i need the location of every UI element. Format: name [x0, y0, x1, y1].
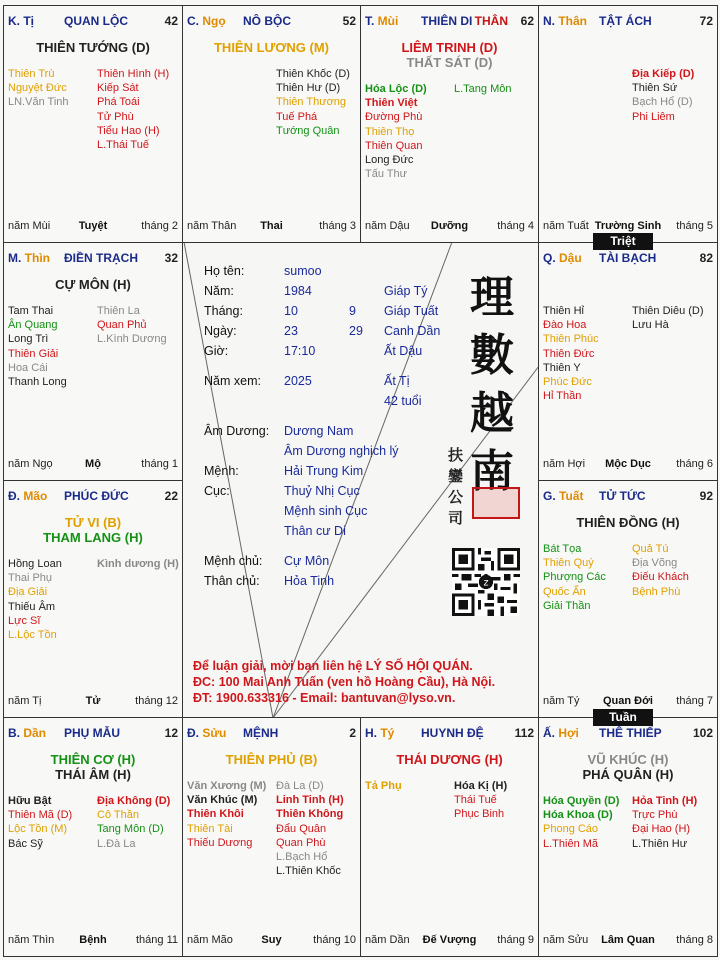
palace-footer [8, 695, 178, 709]
minor-star: Thái Tuế [454, 794, 497, 807]
minor-star: Thiếu Dương [187, 836, 253, 849]
tieu-han: tháng 12 [135, 695, 178, 707]
minor-star: Hỏa Tinh (H) [632, 795, 698, 807]
nam-xem-can-chi: Ất Tị [384, 374, 410, 388]
trang-sinh: Tử [85, 695, 101, 707]
minor-star: Bát Tọa [543, 543, 582, 555]
minor-star: L.Đà La [97, 837, 136, 850]
tieu-han: tháng 3 [319, 220, 356, 232]
minor-star: L.Thiên Khốc [276, 865, 341, 878]
luu-nien: năm Dần [365, 934, 410, 946]
tuoi-value: 42 tuổi [384, 394, 422, 408]
minor-star: Đại Hao (H) [632, 823, 691, 836]
minor-star: Thiên Diêu (D) [632, 305, 704, 317]
palace-number: 72 [699, 14, 713, 28]
palace-name: THIÊN DI [421, 14, 473, 28]
minor-star: Thiên Khốc (D) [276, 68, 350, 80]
palace-name: NÔ BỘC [243, 14, 291, 28]
minor-star: Địa Giải [8, 586, 48, 599]
minor-stars-left [543, 542, 606, 613]
minor-star: Thiên Phúc [543, 333, 599, 346]
luu-nien: năm Sửu [543, 934, 589, 946]
trang-sinh: Quan Đới [603, 695, 653, 707]
palace-ty[interactable] [3, 5, 183, 243]
palace-branch: B. Dần [8, 726, 47, 740]
palace-branch: Đ. Mão [8, 489, 48, 503]
tieu-han: tháng 11 [135, 934, 178, 946]
trang-sinh: Dưỡng [430, 220, 469, 232]
minor-stars-left [365, 82, 427, 181]
minor-star: Nguyệt Đức [8, 82, 67, 95]
minor-star: Địa Võng [632, 557, 678, 570]
palace-number: 112 [514, 726, 534, 740]
minor-stars-left [8, 794, 72, 851]
palace-header [8, 489, 178, 505]
minor-stars-right [97, 67, 169, 152]
minor-star: Thiên Thương [276, 96, 347, 109]
minor-star: Thiên Việt [365, 97, 418, 110]
minor-star: Tả Phụ [365, 780, 402, 792]
minor-star: Thiên Sứ [632, 82, 678, 95]
major-star: THAM LANG (H) [43, 530, 143, 545]
palace-branch: C. Ngọ [187, 14, 226, 28]
minor-stars-left [543, 794, 619, 851]
minor-stars-right [632, 542, 689, 599]
palace-footer [543, 220, 713, 234]
minor-stars-right [97, 794, 170, 851]
minor-stars-right [276, 67, 350, 138]
tieu-han: tháng 8 [676, 934, 713, 946]
tieu-han: tháng 4 [497, 220, 534, 232]
am-duong-ly: Âm Dương nghịch lý [284, 444, 399, 458]
minor-star: Lộc Tồn (M) [8, 823, 68, 836]
luu-nien: năm Mão [187, 934, 233, 946]
trang-sinh: Suy [261, 934, 282, 946]
palace-footer [543, 458, 713, 472]
palace-number: 2 [349, 726, 356, 740]
luu-nien: năm Thân [187, 220, 237, 232]
minor-star: Thanh Long [8, 376, 67, 389]
minor-star: Thiên Tài [187, 822, 233, 835]
tieu-han: tháng 2 [141, 220, 178, 232]
minor-star: L.Bạch Hổ [276, 851, 328, 864]
minor-star: Kình dương (H) [97, 558, 179, 570]
palace-header [187, 726, 356, 742]
palace-branch: H. Tý [365, 726, 395, 740]
minor-star: Thiên Mã (D) [8, 809, 73, 822]
minor-stars-left [543, 304, 599, 403]
major-star: THIÊN ĐỒNG (H) [576, 515, 680, 530]
major-star: VŨ KHÚC (H) [587, 752, 669, 767]
minor-star: LN.Văn Tinh [8, 96, 69, 109]
trang-sinh: Bệnh [79, 934, 107, 946]
major-star: THÁI DƯƠNG (H) [396, 752, 503, 767]
minor-star: Tam Thai [8, 305, 54, 317]
tieu-han: tháng 7 [676, 695, 713, 707]
minor-star: Địa Kiếp (D) [632, 68, 695, 80]
nam-value: 1984 [284, 284, 312, 298]
thang-label: Tháng: [204, 304, 243, 318]
palace-footer [8, 220, 178, 234]
thang-can-chi: Giáp Tuất [384, 304, 439, 318]
palace-number: 22 [164, 489, 178, 503]
palace-branch: M. Thìn [8, 251, 50, 265]
palace-thin[interactable] [3, 242, 183, 481]
gio-value: 17:10 [284, 344, 316, 358]
minor-star: Điếu Khách [632, 571, 689, 584]
palace-name: TẬT ÁCH [599, 14, 652, 28]
palace-number: 92 [699, 489, 713, 503]
major-star: TỬ VI (B) [64, 515, 122, 530]
palace-footer [8, 934, 178, 948]
minor-star: Quả Tú [632, 543, 669, 555]
trang-sinh: Thai [260, 220, 283, 232]
palace-header [187, 14, 356, 30]
minor-star: Quốc Ấn [543, 585, 586, 598]
major-star: CỰ MÔN (H) [55, 277, 131, 292]
luu-nien: năm Ngọ [8, 458, 53, 470]
minor-stars-right [454, 779, 507, 822]
luu-nien: năm Hợi [543, 458, 586, 470]
minor-star: Quan Phù [276, 836, 326, 849]
gio-can-chi: Ất Dậu [384, 344, 423, 358]
palace-name: TỬ TỨC [599, 489, 646, 503]
palace-number: 32 [164, 251, 178, 265]
palace-header [365, 726, 534, 742]
thang-value: 10 [284, 304, 298, 318]
minor-stars-left [8, 557, 62, 642]
cuc-relation: Mệnh sinh Cục [284, 504, 368, 518]
am-duong-label: Âm Dương: [204, 424, 270, 438]
tieu-han: tháng 5 [676, 220, 713, 232]
than-chu-label: Thân chủ: [204, 574, 260, 588]
minor-star: Thiên Khôi [187, 808, 244, 821]
palace-footer [543, 695, 713, 709]
minor-star: Quan Phủ [97, 319, 147, 332]
luu-nien: năm Tuất [543, 220, 589, 232]
minor-star: Văn Xương (M) [187, 780, 267, 792]
minor-star: Phục Binh [454, 808, 505, 821]
minor-star: Thiên Quan [365, 139, 423, 152]
menh-chu-value: Cự Môn [284, 554, 330, 568]
minor-star: Thiếu Âm [8, 600, 56, 613]
palace-ngo[interactable] [182, 5, 361, 243]
thang-am: 9 [349, 304, 356, 318]
minor-star: Hóa Lộc (D) [365, 83, 427, 95]
minor-stars-right [97, 304, 167, 347]
palace-number: 62 [520, 14, 534, 28]
palace-branch: Ấ. Hợi [543, 726, 579, 740]
minor-star: Linh Tinh (H) [276, 794, 344, 807]
calligraphy-char-3: 越 [470, 388, 514, 439]
palace-footer [543, 934, 713, 948]
luu-nien: năm Mùi [8, 220, 51, 232]
nam-label: Năm: [204, 284, 234, 298]
nam-xem-value: 2025 [284, 374, 312, 388]
minor-star: Phong Cáo [543, 823, 599, 836]
minor-star: L.Tang Môn [454, 83, 512, 95]
trang-sinh: Lâm Quan [601, 934, 655, 946]
minor-star: Tử Phù [97, 110, 134, 123]
minor-star: Tướng Quân [276, 124, 340, 137]
trang-sinh: Tuyệt [78, 220, 108, 232]
major-star: THIÊN TƯỚNG (D) [36, 40, 150, 55]
tuan-tag: Tuần [593, 709, 653, 726]
minor-star: Đà La (D) [276, 780, 324, 792]
palace-header [543, 251, 713, 267]
palace-branch: G. Tuất [543, 489, 584, 503]
major-star: THÁI ÂM (H) [55, 767, 131, 782]
palace-ti[interactable] [360, 717, 539, 957]
tieu-han: tháng 9 [497, 934, 534, 946]
minor-star: Thai Phụ [8, 572, 53, 585]
calligraphy-small: 扶鑾公司 [448, 446, 464, 527]
minor-star: Đường Phù [365, 111, 423, 124]
minor-star: Phá Toái [97, 96, 140, 109]
minor-star: Bạch Hổ (D) [632, 96, 693, 109]
tieu-han: tháng 6 [676, 458, 713, 470]
menh-chu-label: Mệnh chủ: [204, 554, 263, 568]
minor-star: Thiên Hỉ [543, 305, 584, 317]
minor-star: L.Lộc Tồn [8, 629, 57, 642]
palace-name: TÀI BẠCH [599, 251, 657, 265]
palace-branch: K. Tị [8, 14, 34, 28]
menh-label: Mệnh: [204, 464, 239, 478]
palace-number: 12 [164, 726, 178, 740]
calligraphy-char-2: 數 [470, 330, 514, 381]
palace-number: 52 [342, 14, 356, 28]
palace-footer [365, 220, 534, 234]
minor-star: Long Trì [8, 333, 49, 346]
palace-name: THÊ THIẾP [599, 726, 662, 740]
palace-branch: T. Mùi [365, 14, 399, 28]
minor-star: Kiếp Sát [97, 82, 139, 95]
palace-name: HUYNH ĐỆ [421, 726, 484, 740]
palace-mui[interactable] [360, 5, 539, 243]
triet-tag: Triệt [593, 233, 653, 250]
minor-stars-left [8, 67, 69, 110]
tieu-han: tháng 1 [141, 458, 178, 470]
major-star: THIÊN LƯƠNG (M) [213, 40, 330, 55]
minor-star: Đào Hoa [543, 319, 587, 332]
minor-star: L.Thái Tuế [97, 139, 149, 152]
palace-suu[interactable] [182, 717, 361, 957]
minor-star: Đẩu Quân [276, 822, 327, 835]
palace-header [8, 726, 178, 742]
major-star: THIÊN CƠ (H) [50, 752, 136, 767]
minor-stars-right [276, 779, 344, 878]
ngay-label: Ngày: [204, 324, 237, 338]
minor-star: Long Đức [365, 154, 414, 167]
minor-stars-right [454, 82, 511, 96]
minor-star: Hỉ Thần [543, 390, 582, 403]
minor-star: Thiên Y [543, 361, 581, 374]
palace-name: PHỤ MẪU [64, 726, 120, 740]
minor-star: L.Kình Dương [97, 333, 167, 346]
minor-stars-left [187, 779, 266, 850]
palace-header [543, 14, 713, 30]
minor-star: L.Thiên Mã [543, 837, 599, 850]
minor-star: Lực Sĩ [8, 614, 41, 627]
palace-number: 82 [699, 251, 713, 265]
luu-nien: năm Thìn [8, 934, 55, 946]
minor-stars-left [8, 304, 67, 389]
major-star: PHÁ QUÂN (H) [582, 767, 674, 782]
minor-stars-right [632, 67, 694, 124]
calligraphy-char-4: 南 [470, 446, 514, 497]
than-chu-value: Hỏa Tinh [284, 574, 335, 588]
minor-star: Giải Thần [543, 599, 591, 612]
minor-stars-left [365, 779, 402, 793]
than-cu: Thân cư Di [284, 524, 346, 538]
minor-star: Trực Phù [632, 809, 678, 822]
ngay-can-chi: Canh Dần [384, 324, 441, 338]
minor-star: Thiên Không [276, 808, 344, 821]
palace-name: PHÚC ĐỨC [64, 489, 129, 503]
palace-branch: Q. Dậu [543, 251, 582, 265]
qr-code-icon [452, 548, 520, 616]
minor-star: Thiên Hư (D) [276, 82, 341, 95]
nam-xem-label: Năm xem: [204, 374, 261, 388]
trang-sinh: Trường Sinh [594, 220, 662, 232]
minor-star: Tiểu Hao (H) [97, 124, 160, 137]
palace-hoi[interactable] [538, 717, 718, 957]
minor-star: Thiên Giải [8, 347, 59, 360]
minor-star: Cô Thần [97, 809, 139, 822]
am-duong-value: Dương Nam [284, 424, 354, 438]
minor-star: Văn Khúc (M) [187, 794, 258, 807]
minor-star: Bác Sỹ [8, 837, 43, 850]
minor-star: Ân Quang [8, 319, 58, 332]
palace-footer [8, 458, 178, 472]
minor-star: Thiên Hình (H) [97, 68, 170, 80]
palace-header [8, 251, 178, 267]
minor-star: Thiên Đức [543, 347, 595, 360]
minor-star: Phúc Đức [543, 376, 592, 389]
ho-ten-value: sumoo [284, 264, 322, 278]
svg-text:z: z [483, 577, 489, 589]
cuc-label: Cục: [204, 484, 230, 498]
contact-line-2: ĐC: 100 Mai Anh Tuấn (ven hồ Hoàng Cầu), Hà Nội. [193, 675, 496, 689]
minor-star: Hồng Loan [8, 558, 62, 570]
minor-star: Thiên La [97, 305, 140, 317]
contact-line-1: Để luận giải, mời bạn liên hệ LÝ SỐ HỘI QUÁN. [193, 659, 473, 673]
palace-name: ĐIỀN TRẠCH [64, 251, 138, 265]
seal-stamp [472, 487, 520, 519]
trang-sinh: Mộ [85, 458, 101, 470]
minor-star: Hóa Quyền (D) [543, 795, 620, 807]
palace-tuat[interactable] [538, 480, 718, 718]
trang-sinh: Đế Vượng [422, 934, 477, 946]
palace-dan[interactable] [3, 717, 183, 957]
minor-stars-right [97, 557, 179, 571]
palace-name: QUAN LỘC [64, 14, 128, 28]
minor-star: Hóa Kị (H) [454, 780, 508, 792]
minor-star: Thiên Thọ [365, 125, 415, 138]
palace-than[interactable] [538, 5, 718, 243]
nam-can-chi: Giáp Tý [384, 284, 428, 298]
minor-stars-right [632, 304, 704, 332]
minor-star: Địa Không (D) [97, 795, 171, 807]
minor-star: Tang Môn (D) [97, 823, 164, 836]
ngay-value: 23 [284, 324, 298, 338]
minor-star: Phượng Các [543, 571, 606, 584]
minor-star: Tấu Thư [365, 168, 408, 181]
palace-mao[interactable] [3, 480, 183, 718]
luu-nien: năm Tị [8, 695, 42, 707]
than-marker: THÂN [474, 14, 508, 28]
ngay-am: 29 [349, 324, 363, 338]
minor-star: Phi Liêm [632, 110, 675, 123]
calligraphy-char-1: 理 [470, 272, 514, 323]
major-star: LIÊM TRINH (D) [401, 40, 498, 55]
minor-star: L.Thiên Hư [632, 837, 688, 850]
luu-nien: năm Dậu [365, 220, 410, 232]
major-star: THẤT SÁT (D) [406, 55, 493, 70]
minor-star: Lưu Hà [632, 319, 669, 332]
palace-dau[interactable] [538, 242, 718, 481]
palace-number: 102 [692, 726, 713, 740]
cuc-value: Thuỷ Nhị Cục [284, 484, 360, 498]
palace-header [543, 726, 713, 742]
tieu-han: tháng 10 [313, 934, 356, 946]
contact-line-3: ĐT: 1900.633316 - Email: bantuvan@lyso.vn. [193, 691, 456, 705]
luu-nien: năm Tý [543, 695, 580, 707]
trang-sinh: Mộc Dục [605, 458, 651, 470]
gio-label: Giờ: [204, 344, 229, 358]
minor-star: Hoa Cái [8, 361, 48, 374]
ho-ten-label: Họ tên: [204, 264, 245, 278]
palace-footer [187, 220, 356, 234]
minor-star: Thiên Trù [8, 68, 55, 80]
palace-header [365, 14, 534, 30]
palace-branch: N. Thân [543, 14, 588, 28]
minor-star: Hóa Khoa (D) [543, 809, 613, 822]
palace-header [543, 489, 713, 505]
minor-star: Hữu Bật [8, 795, 52, 807]
minor-star: Bệnh Phù [632, 585, 681, 598]
minor-star: Thiên Quý [543, 557, 594, 570]
palace-number: 42 [164, 14, 178, 28]
palace-footer [187, 934, 356, 948]
palace-name: MỆNH [243, 726, 279, 740]
palace-branch: Đ. Sửu [187, 726, 227, 740]
menh-value: Hải Trung Kim [284, 464, 364, 478]
major-star: THIÊN PHỦ (B) [225, 752, 318, 767]
palace-footer [365, 934, 534, 948]
minor-star: Tuế Phá [276, 110, 318, 123]
minor-stars-right [632, 794, 697, 851]
palace-header [8, 14, 178, 30]
